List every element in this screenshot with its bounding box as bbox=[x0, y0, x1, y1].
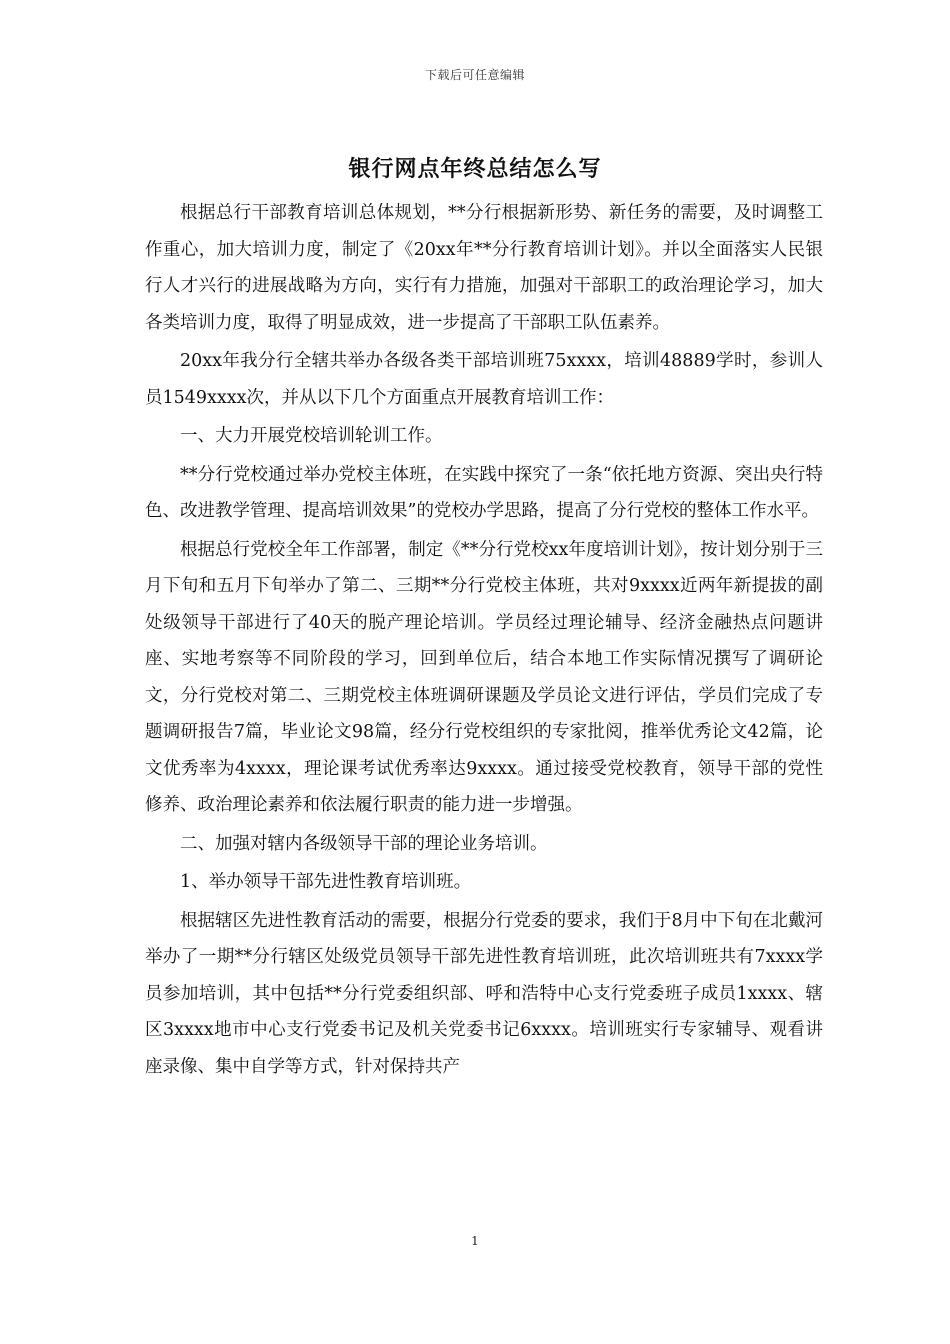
subsection-heading: 1、举办领导干部先进性教育培训班。 bbox=[180, 872, 472, 892]
section-heading: 二、加强对辖内各级领导干部的理论业务培训。 bbox=[180, 833, 548, 854]
document-body bbox=[145, 195, 823, 1087]
paragraph: **分行党校通过举办党校主体班，在实践中探究了一条“依托地方资源、突出央行特色、改进教学管理、提高培训效果”的党校办学思路，提高了分行党校的整体工作水平。 bbox=[145, 464, 823, 521]
paragraph: 根据总行干部教育培训总体规划，**分行根据新形势、新任务的需要，及时调整工作重心，加大培训力度，制定了《20xx年**分行教育培训计划》。并以全面落实人民银行人才兴行的进展战略为方向，实行有力措施，加强对干部职工的政治理论学习，加大各类培训力度，取得了明显成效，进一步提高了干部职工队伍素养。 bbox=[145, 203, 823, 333]
section-heading: 一、大力开展党校培训轮训工作。 bbox=[180, 426, 443, 446]
paragraph: 20xx年我分行全辖共举办各级各类干部培训班75xxxx，培训48889学时，参训人员1549xxxx次，并从以下几个方面重点开展教育培训工作： bbox=[145, 351, 823, 408]
paragraph: 根据总行党校全年工作部署，制定《**分行党校xx年度培训计划》，按计划分别于三月下旬和五月下旬举办了第二、三期**分行党校主体班，共对9xxxx近两年新提拔的副处级领导干部进行了40天的脱产理论培训。学员经过理论辅导、经济金融热点问题讲座、实地考察等不同阶段的学习，回到单位后，结合本地工作实际情况撰写了调研论文，分行党校对第二、三期党校主体班调研课题及学员论文进行评估，学员们完成了专题调研报告7篇，毕业论文98篇，经分行党校组织的专家批阅，推举优秀论文42篇，论文优秀率为4xxxx，理论课考试优秀率达9xxxx。通过接受党校教育，领导干部的党性修养、政治理论素养和依法履行职责的能力进一步增强。 bbox=[145, 539, 823, 815]
header-note: 下载后可任意编辑 bbox=[424, 68, 525, 82]
page-number: 1 bbox=[471, 1234, 479, 1248]
document-title: 银行网点年终总结怎么写 bbox=[348, 156, 602, 182]
paragraph: 根据辖区先进性教育活动的需要，根据分行党委的要求，我们于8月中下旬在北戴河举办了一期**分行辖区处级党员领导干部先进性教育培训班，此次培训班共有7xxxx学员参加培训，其中包括**分行党委组织部、呼和浩特中心支行党委班子成员1xxxx、辖区3xxxx地市中心支行党委书记及机关党委书记6xxxx。培训班实行专家辅导、观看讲座录像、集中自学等方式，针对保持共产 bbox=[145, 910, 823, 1077]
